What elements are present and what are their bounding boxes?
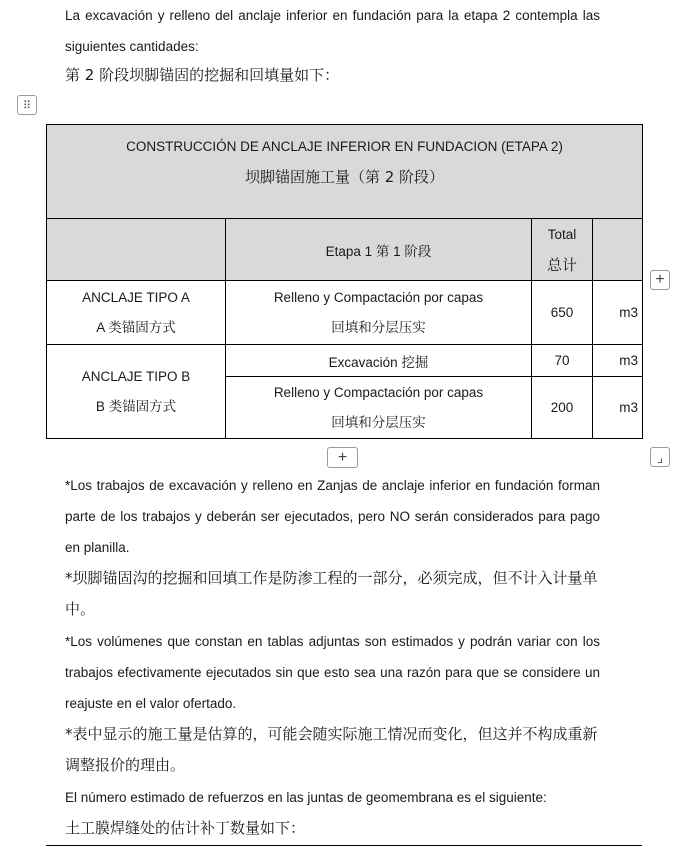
add-column-plus-icon[interactable]: + [650,270,670,290]
header-blank-cell[interactable] [47,219,226,281]
header-total-es: Total [547,226,577,242]
intro-paragraph-es: La excavación y relleno del anclaje inferior en fundación para la etapa 2 contempla las siguientes cantidades: [65,8,600,54]
table-title-es: CONSTRUCCIÓN DE ANCLAJE INFERIOR EN FUNDACION (ETAPA 2) [126,139,563,154]
unit-cell-b1[interactable]: m3 [593,345,643,377]
header-stage-cell[interactable] [226,219,532,281]
header-unit-cell[interactable] [593,219,643,281]
work-a-cn: 回填和分层压实 [331,319,426,335]
type-a-label-cn: A 类锚固方式 [96,319,176,335]
note-2-cn: *表中显示的施工量是估算的，可能会随实际施工情况而变化，但这并不构成重新调整报价的理由。 [65,725,598,774]
next-table-top-border [46,845,642,846]
total-cell-b2[interactable]: 200 [532,377,593,439]
total-cell-a[interactable]: 650 [532,281,593,345]
note-1-es: *Los trabajos de excavación y relleno en Zanjas de anclaje inferior en fundación forman parte de los trabajos y deberán ser ejecutados, pero NO serán considerados para pago en planilla. [65,478,600,555]
header-total-cell[interactable] [532,219,593,281]
note-2-es: *Los volúmenes que constan en tablas adjuntas son estimados y podrán variar con los trabajos efectivamente ejecutados sin que esto sea una razón para que se considere un reajuste en el valor ofertado. [65,634,600,711]
work-b2-cn: 回填和分层压实 [331,414,426,430]
table-resize-icon[interactable]: ⌟ [650,447,670,467]
work-cell-b-excavation[interactable]: Excavación 挖掘 [226,345,532,377]
unit-cell-b2[interactable]: m3 [593,377,643,439]
header-stage-label: Etapa 1 第 1 阶段 [325,243,432,259]
note-1-cn: *坝脚锚固沟的挖掘和回填工作是防渗工程的一部分，必须完成，但不计入计量单中。 [65,569,598,618]
table-title-cell[interactable] [47,125,643,219]
intro-paragraph-cn: 第 2 阶段坝脚锚固的挖掘和回填量如下： [65,66,340,84]
type-b-label-cn: B 类锚固方式 [95,398,177,414]
quantities-table [46,124,643,439]
note-3-cn: 土工膜焊缝处的估计补丁数量如下： [65,819,306,837]
work-cell-b-fill[interactable] [226,377,532,439]
work-a-es: Relleno y Compactación por capas [273,289,484,305]
table-title-cn: 坝脚锚固施工量（第 2 阶段） [244,168,445,186]
note-3-es: El número estimado de refuerzos en las juntas de geomembrana es el siguiente: [65,790,547,805]
work-cell-a[interactable] [226,281,532,345]
unit-cell-a[interactable]: m3 [593,281,643,345]
total-cell-b1[interactable]: 70 [532,345,593,377]
work-b2-es: Relleno y Compactación por capas [273,384,484,400]
type-b-label-es: ANCLAJE TIPO B [81,368,191,384]
table-row-type-a[interactable] [47,281,226,345]
header-total-cn: 总计 [546,255,577,274]
table-move-handle-icon[interactable]: ⠿ [17,95,37,115]
add-row-plus-icon[interactable]: + [327,447,358,468]
type-a-label-es: ANCLAJE TIPO A [82,289,190,305]
table-row-type-b[interactable] [47,345,226,439]
